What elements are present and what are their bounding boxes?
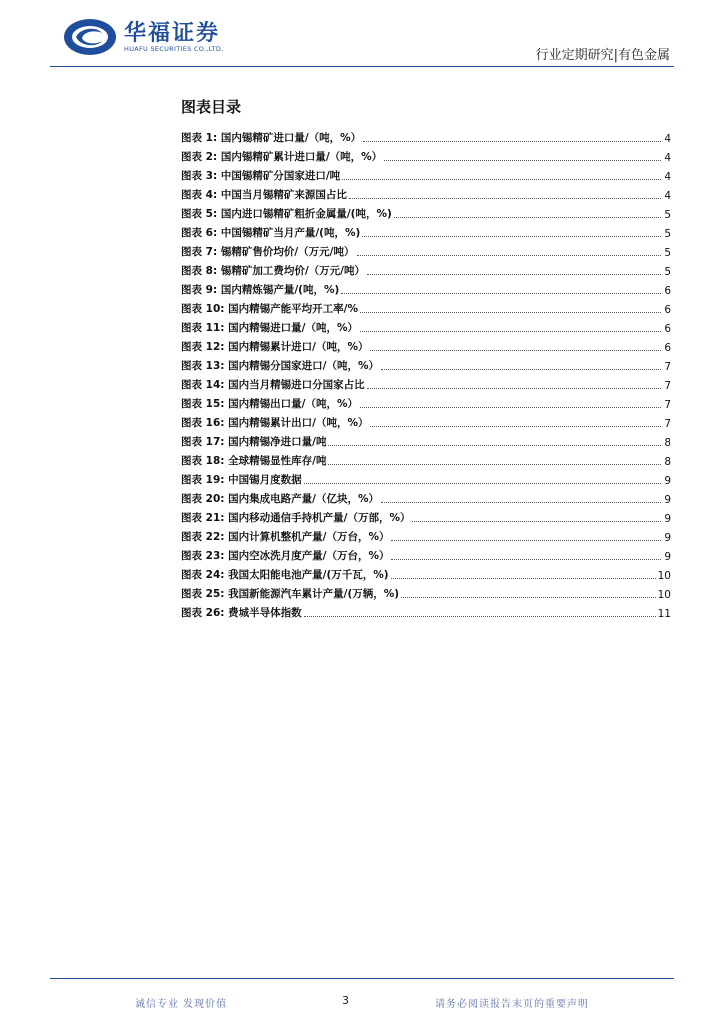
toc-entry-text: 国内精锡累计出口/（吨，%） xyxy=(228,417,369,429)
toc-entry[interactable] xyxy=(181,278,671,297)
huafu-logo-icon xyxy=(62,16,118,58)
toc-entry-text: 中国锡精矿分国家进口/吨 xyxy=(220,170,341,182)
header-divider xyxy=(50,66,674,67)
toc-entry-text: 国内移动通信手持机产量/（万部，%） xyxy=(228,512,411,524)
toc-entry-text: 国内精锡分国家进口/（吨，%） xyxy=(228,360,379,372)
toc-entry-text: 国内精锡净进口量/吨 xyxy=(228,436,327,448)
toc-entry-page: 4 xyxy=(664,171,671,183)
toc-entry-number: 图表 4: xyxy=(181,189,218,201)
toc-entry-text: 国内集成电路产量/（亿块，%） xyxy=(228,493,379,505)
toc-entry-label xyxy=(181,282,339,297)
toc-leader-dots xyxy=(304,616,656,617)
toc-entry-number: 图表 1: xyxy=(181,132,218,144)
brand-name-cn: 华福证券 xyxy=(124,21,221,46)
toc-entry-label xyxy=(181,168,340,183)
toc-entry-label xyxy=(181,244,355,259)
toc-entry-text: 国内计算机整机产量/（万台，%） xyxy=(228,531,390,543)
toc-entry-number: 图表 21: xyxy=(181,512,225,524)
toc-entry[interactable] xyxy=(181,392,671,411)
report-category: 行业定期研究|有色金属 xyxy=(535,48,670,63)
toc-entry-text: 国内空冰洗月度产量/（万台，%） xyxy=(228,550,390,562)
toc-entry-number: 图表 8: xyxy=(181,265,218,277)
toc-entry-number: 图表 17: xyxy=(181,436,225,448)
toc-entry[interactable] xyxy=(181,202,671,221)
toc-leader-dots xyxy=(360,407,661,408)
toc-entry[interactable] xyxy=(181,335,671,354)
toc-entry[interactable] xyxy=(181,126,671,145)
toc-entry-label xyxy=(181,453,326,468)
toc-entry[interactable] xyxy=(181,411,671,430)
toc-entry-text: 我国太阳能电池产量/(万千瓦，%) xyxy=(228,569,389,581)
toc-entry-text: 国内精锡产能平均开工率/% xyxy=(228,303,358,315)
toc-entry-number: 图表 11: xyxy=(181,322,225,334)
toc-entry[interactable] xyxy=(181,563,671,582)
toc-entry-label xyxy=(181,529,389,544)
toc-entry[interactable] xyxy=(181,449,671,468)
footer-slogan: 诚信专业 发现价值 xyxy=(135,999,228,1010)
toc-entry-number: 图表 7: xyxy=(181,246,218,258)
toc-entry-number: 图表 24: xyxy=(181,569,225,581)
toc-entry-text: 锡精矿加工费均价/（万元/吨） xyxy=(220,265,365,277)
toc-entry-label xyxy=(181,320,358,335)
toc-entry-number: 图表 19: xyxy=(181,474,225,486)
toc-entry-label xyxy=(181,339,368,354)
toc-entry-label xyxy=(181,491,379,506)
toc-entry-text: 国内精炼锡产量/(吨，%) xyxy=(220,284,340,296)
toc-entry-text: 锡精矿售价均价/（万元/吨） xyxy=(220,246,355,258)
toc-entry[interactable] xyxy=(181,544,671,563)
toc-entry-label xyxy=(181,586,399,601)
toc-entry[interactable] xyxy=(181,506,671,525)
toc-entry[interactable] xyxy=(181,582,671,601)
toc-entry-page: 7 xyxy=(664,380,671,392)
toc-entry[interactable] xyxy=(181,430,671,449)
toc-entry[interactable] xyxy=(181,601,671,620)
toc-entry[interactable] xyxy=(181,221,671,240)
toc-entry[interactable] xyxy=(181,240,671,259)
toc-leader-dots xyxy=(328,445,661,446)
toc-entry-page: 9 xyxy=(664,494,671,506)
toc-entry-page: 9 xyxy=(664,513,671,525)
toc-entry-text: 费城半导体指数 xyxy=(228,607,302,619)
toc-entry-label xyxy=(181,187,347,202)
footer-divider xyxy=(50,978,674,979)
toc-entry-label xyxy=(181,434,326,449)
toc-entry-page: 8 xyxy=(664,437,671,449)
toc-entry-label xyxy=(181,301,358,316)
toc-entry[interactable] xyxy=(181,259,671,278)
toc-entry-label xyxy=(181,263,365,278)
toc-entry-number: 图表 5: xyxy=(181,208,218,220)
toc-leader-dots xyxy=(328,464,661,465)
toc-entry-page: 7 xyxy=(664,418,671,430)
toc-leader-dots xyxy=(360,312,661,313)
toc-entry-label xyxy=(181,206,392,221)
toc-entry-text: 国内精锡出口量/（吨，%） xyxy=(228,398,358,410)
toc-entry-number: 图表 10: xyxy=(181,303,225,315)
toc-entry-number: 图表 22: xyxy=(181,531,225,543)
toc-entry[interactable] xyxy=(181,373,671,392)
toc-entry-page: 6 xyxy=(664,304,671,316)
toc-leader-dots xyxy=(360,331,661,332)
toc-entry-number: 图表 26: xyxy=(181,607,225,619)
toc-leader-dots xyxy=(362,236,661,237)
toc-leader-dots xyxy=(349,198,661,199)
toc-entry-number: 图表 23: xyxy=(181,550,225,562)
toc-entry[interactable] xyxy=(181,164,671,183)
toc-leader-dots xyxy=(357,255,662,256)
toc-entry-page: 4 xyxy=(664,152,671,164)
toc-entry[interactable] xyxy=(181,316,671,335)
page-header xyxy=(0,0,724,70)
toc-entry-number: 图表 25: xyxy=(181,588,225,600)
toc-entry-number: 图表 3: xyxy=(181,170,218,182)
toc-entry[interactable] xyxy=(181,468,671,487)
toc-entry-page: 5 xyxy=(664,247,671,259)
toc-entry-label xyxy=(181,415,368,430)
toc-leader-dots xyxy=(394,217,661,218)
toc-leader-dots xyxy=(370,350,661,351)
brand-logo xyxy=(62,14,242,62)
toc-entry-label xyxy=(181,130,361,145)
toc-entry-number: 图表 14: xyxy=(181,379,225,391)
toc-entry-number: 图表 18: xyxy=(181,455,225,467)
toc-leader-dots xyxy=(412,521,661,522)
toc-entry-page: 6 xyxy=(664,323,671,335)
toc-entry-number: 图表 13: xyxy=(181,360,225,372)
toc-entry-page: 11 xyxy=(657,608,671,620)
toc-entry-page: 7 xyxy=(664,399,671,411)
toc-entry-text: 中国锡月度数据 xyxy=(228,474,302,486)
toc-leader-dots xyxy=(381,502,661,503)
toc-leader-dots xyxy=(391,578,656,579)
toc-entry-text: 中国当月锡精矿来源国占比 xyxy=(220,189,347,201)
toc-entry-number: 图表 6: xyxy=(181,227,218,239)
toc-leader-dots xyxy=(367,274,661,275)
toc-entry-label xyxy=(181,472,302,487)
toc-entry-page: 10 xyxy=(657,589,671,601)
toc-leader-dots xyxy=(341,293,661,294)
toc-entry-number: 图表 12: xyxy=(181,341,225,353)
toc-entry-text: 国内进口锡精矿粗折金属量/(吨，%) xyxy=(220,208,392,220)
toc-leader-dots xyxy=(401,597,656,598)
toc-entry-page: 8 xyxy=(664,456,671,468)
toc-entry-page: 6 xyxy=(664,285,671,297)
toc-entry-number: 图表 16: xyxy=(181,417,225,429)
page-number: 3 xyxy=(342,994,349,1007)
brand-name-en: HUAFU SECURITIES CO.,LTD. xyxy=(124,45,224,53)
toc-entry[interactable] xyxy=(181,525,671,544)
toc-list xyxy=(181,126,671,620)
toc-entry-page: 9 xyxy=(664,551,671,563)
toc-entry-page: 7 xyxy=(664,361,671,373)
toc-entry-page: 5 xyxy=(664,228,671,240)
toc-entry-page: 10 xyxy=(657,570,671,582)
toc-entry-text: 国内锡精矿累计进口量/（吨，%） xyxy=(220,151,383,163)
toc-leader-dots xyxy=(391,540,661,541)
toc-entry-number: 图表 20: xyxy=(181,493,225,505)
toc-entry-page: 4 xyxy=(664,133,671,145)
toc-entry-label xyxy=(181,548,389,563)
toc-entry-page: 9 xyxy=(664,475,671,487)
toc-leader-dots xyxy=(381,369,661,370)
toc-leader-dots xyxy=(370,426,661,427)
toc-entry[interactable] xyxy=(181,354,671,373)
toc-entry[interactable] xyxy=(181,145,671,164)
toc-entry-label xyxy=(181,567,389,582)
toc-entry-label xyxy=(181,605,302,620)
toc-leader-dots xyxy=(342,179,661,180)
toc-leader-dots xyxy=(363,141,661,142)
toc-entry[interactable] xyxy=(181,297,671,316)
toc-entry-text: 国内当月精锡进口分国家占比 xyxy=(228,379,365,391)
toc-entry-text: 我国新能源汽车累计产量/(万辆，%) xyxy=(228,588,400,600)
toc-entry[interactable] xyxy=(181,183,671,202)
toc-entry-page: 5 xyxy=(664,266,671,278)
toc-entry-label xyxy=(181,396,358,411)
toc-leader-dots xyxy=(391,559,661,560)
toc-entry-number: 图表 15: xyxy=(181,398,225,410)
toc-entry-text: 国内精锡进口量/（吨，%） xyxy=(228,322,358,334)
toc-entry-page: 9 xyxy=(664,532,671,544)
toc-entry-text: 国内锡精矿进口量/（吨，%） xyxy=(220,132,362,144)
toc-entry-page: 5 xyxy=(664,209,671,221)
toc-entry-page: 6 xyxy=(664,342,671,354)
toc-entry-label xyxy=(181,377,365,392)
toc-entry-label xyxy=(181,149,382,164)
toc-entry[interactable] xyxy=(181,487,671,506)
toc-leader-dots xyxy=(384,160,661,161)
toc-entry-page: 4 xyxy=(664,190,671,202)
toc-leader-dots xyxy=(367,388,661,389)
toc-entry-label xyxy=(181,358,379,373)
toc-entry-label xyxy=(181,225,360,240)
toc-entry-text: 国内精锡累计进口/（吨，%） xyxy=(228,341,369,353)
toc-entry-number: 图表 2: xyxy=(181,151,218,163)
toc-entry-text: 中国锡精矿当月产量/(吨，%) xyxy=(220,227,361,239)
toc-entry-label xyxy=(181,510,410,525)
toc-title: 图表目录 xyxy=(181,98,242,116)
toc-entry-number: 图表 9: xyxy=(181,284,218,296)
toc-entry-text: 全球精锡显性库存/吨 xyxy=(228,455,327,467)
toc-leader-dots xyxy=(304,483,661,484)
footer-disclaimer: 请务必阅读报告末页的重要声明 xyxy=(435,999,589,1010)
